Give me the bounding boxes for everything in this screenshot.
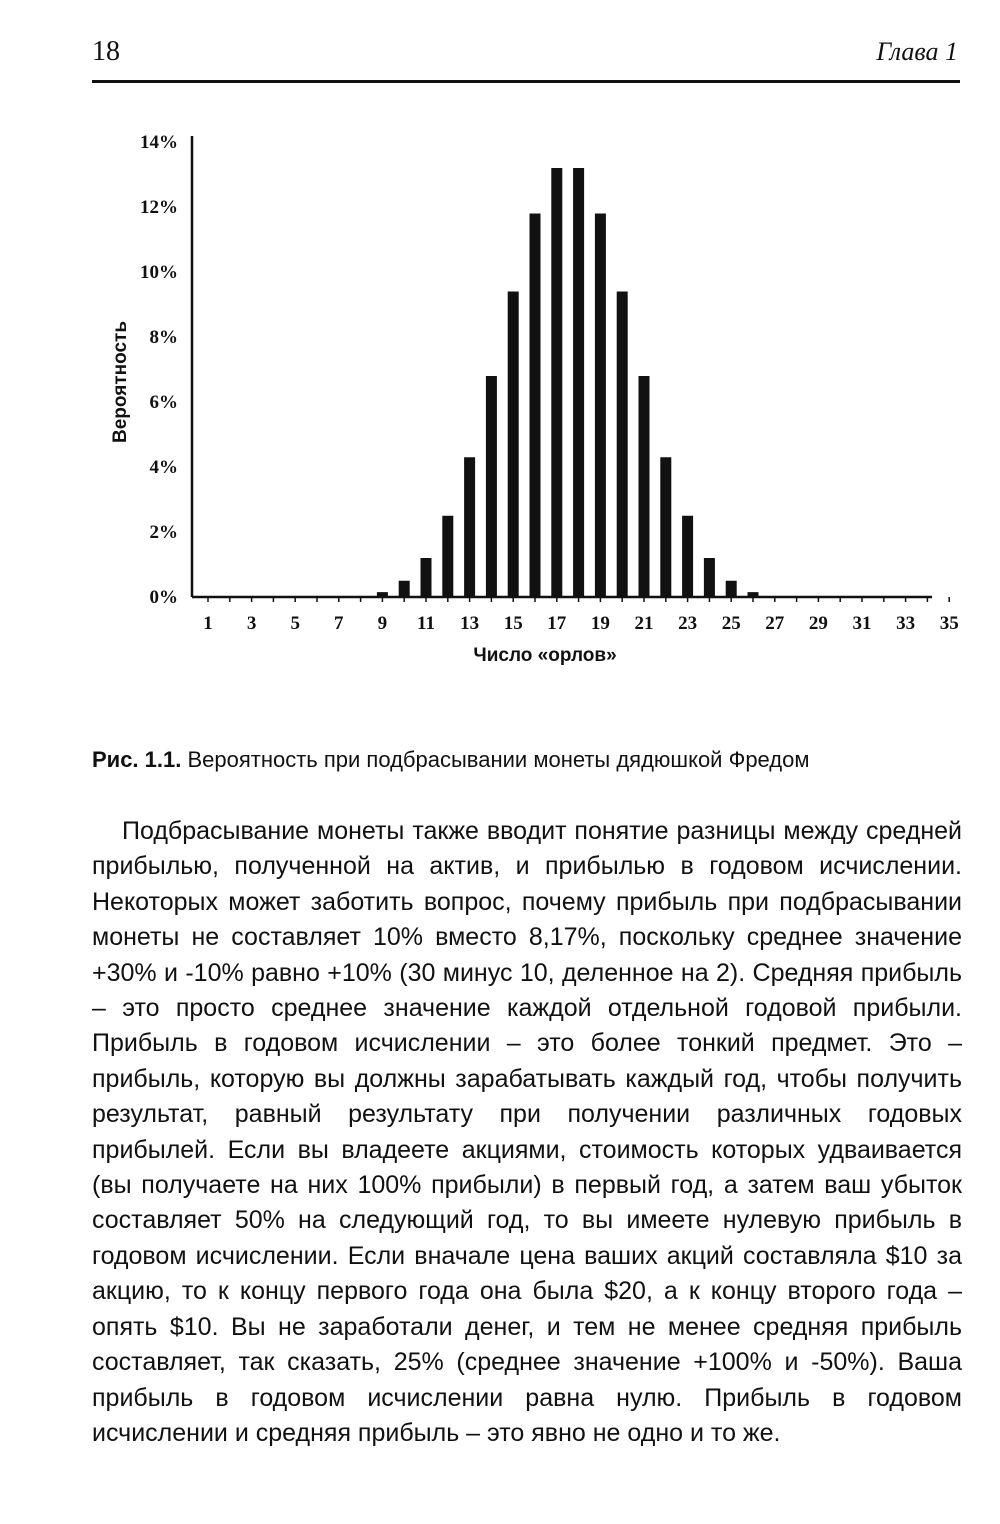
x-tick-label: 31: [852, 613, 872, 634]
x-tick-label: 1: [203, 613, 213, 634]
x-tick-label: 15: [503, 613, 523, 634]
x-tick-label: 23: [678, 613, 698, 634]
y-tick-label: 6%: [149, 392, 178, 413]
bar-13: [464, 457, 475, 597]
x-tick-label: 33: [896, 613, 916, 634]
y-tick-label: 2%: [149, 522, 178, 543]
x-tick-label: 5: [290, 613, 300, 634]
bar-23: [682, 516, 693, 597]
y-tick-label: 10%: [140, 262, 178, 283]
bar-17: [551, 168, 562, 597]
x-axis-label: Число «орлов»: [473, 645, 617, 666]
bar-15: [508, 292, 519, 598]
x-tick-label: 35: [939, 613, 959, 634]
y-tick-label: 4%: [149, 457, 178, 478]
bar-22: [660, 457, 671, 597]
x-tick-label: 7: [334, 613, 344, 634]
x-tick-label: 3: [246, 613, 257, 634]
chart-svg: [100, 120, 959, 680]
bar-10: [399, 581, 410, 597]
caption-label: Рис. 1.1.: [92, 747, 182, 772]
x-tick-label: 9: [377, 613, 388, 634]
x-tick-label: 21: [634, 613, 654, 634]
x-tick-label: 29: [808, 613, 828, 634]
y-tick-label: 8%: [149, 327, 178, 348]
x-axis-ticks: [203, 597, 958, 634]
bar-12: [442, 516, 453, 597]
header-rule: [92, 80, 960, 83]
x-tick-label: 19: [590, 613, 610, 634]
y-tick-label: 12%: [140, 197, 178, 218]
bar-20: [617, 292, 628, 598]
x-tick-label: 25: [721, 613, 741, 634]
bar-21: [639, 376, 650, 597]
page-number: 18: [92, 36, 120, 67]
figure-caption: [92, 745, 962, 775]
body-paragraph: Подбрасывание монеты также вводит понятие разницы между средней прибылью, полученной на актив, и прибылью в годовом исчислении. Некоторых может заботить вопрос, почему прибыль при подбрасывании монеты не составляет 10% вместо 8,17%, поскольку среднее значение +30% и -10% равно +10% (30 минус 10, деленное на 2). Средняя прибыль – это просто среднее значение каждой отдельной годовой прибыли. Прибыль в годовом исчислении – это более тонкий предмет. Это – прибыль, которую вы должны зарабатывать каждый год, чтобы получить результат, равный результату при получении различных годовых прибылей. Если вы владеете акциями, стоимость которых удваивается (вы получаете на них 100% прибыли) в первый год, а затем ваш убыток составляет 50% на следующий год, то вы имеете нулевую прибыль в годовом исчислении. Если вначале цена ваших акций составляла $10 за акцию, то к концу первого года она была $20, а к концу второго года – опять $10. Вы не заработали денег, и тем не менее средняя прибыль составляет, так сказать, 25% (среднее значение +100% и -50%). Ваша прибыль в годовом исчислении равна нулю. Прибыль в годовом исчислении и средняя прибыль – это явно не одно и то же.: [92, 817, 962, 1447]
bar-24: [704, 558, 715, 597]
caption-text: Вероятность при подбрасывании монеты дядюшкой Фредом: [181, 747, 810, 772]
x-tick-label: 17: [547, 613, 567, 634]
bar-14: [486, 376, 497, 597]
probability-chart: [100, 120, 959, 680]
chart-bars: [355, 168, 780, 597]
bar-11: [421, 558, 432, 597]
y-axis-ticks: [140, 132, 178, 608]
x-tick-label: 11: [417, 613, 435, 634]
chapter-title: Глава 1: [876, 37, 958, 66]
y-axis-label: Вероятность: [110, 320, 131, 444]
bar-16: [530, 214, 541, 598]
bar-25: [726, 581, 737, 597]
x-tick-label: 27: [765, 613, 785, 634]
bar-19: [595, 214, 606, 598]
bar-18: [573, 168, 584, 597]
x-tick-label: 13: [460, 613, 480, 634]
y-tick-label: 14%: [140, 132, 178, 153]
y-tick-label: 0%: [149, 587, 178, 608]
